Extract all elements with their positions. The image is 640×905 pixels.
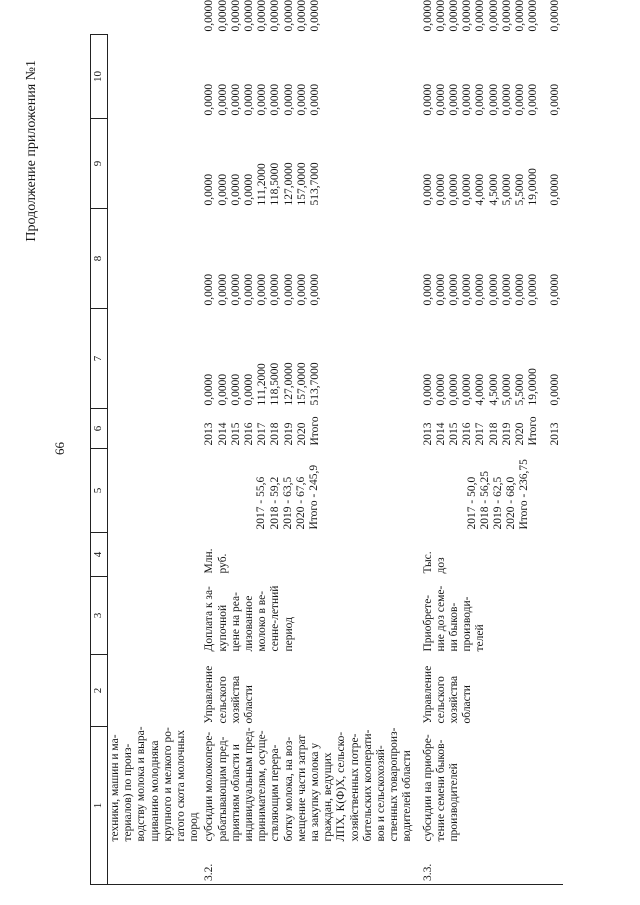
table-row: 3.2. субсидии молокопере- рабатывающим пред- приятиям области и индивидуальным пред- принимателям, осуще- ствляющим перера- ботку молока, на воз- мещение части затрат на закупку молока у граждан, ведущих ЛПХ, К(Ф)Х, сельско- хозяйственных потре- бительских кооперати- вов и сельскохозяй- ственных товаропроиз- водителей области Управление сельского хозяйства области Доплата к за- купочной цене на реа- лизованное молоко в ве- сенне-летний период Млн. руб. 2017 - 55,6 2018 - 59,2 2019 - 63,5 2020 - 67,6 Итого - 245,9 2013 2014 2015 2016 2017 2018 2019 2020 Итого 0,0000 0,0000 0,0000 0,0000 111,2000 118,5000 127,0000 157,0000 513,7000 0,0000 0,0000 0,0000 0,0000 0,0000 0,0000 0,0000 0,0000 0,0000 0,0000 0,0000 0,0000 0,0000 111,2000 118,5000 127,0000 157,0000 513,7000 0,0000 0,0000 0,0000 0,0000 0,0000 0,0000 0,0000 0,0000 0,0000 0,0000 0,0000 0,0000 0,0000 0,0000 0,0000 0,0000 0,0000 0,0000 (202, 35, 415, 885)
col-number-10: 10 (91, 35, 108, 119)
local-funding: 0,0000 0,0000 0,0000 0,0000 0,0000 0,0000 0,0000 0,0000 0,0000 (203, 83, 322, 116)
indicator-name: Приобрете- ние доз семе- ни быков- производи- телей (421, 585, 487, 652)
col-number-6: 6 (91, 409, 108, 449)
total-funding: 0,0000 0,0000 0,0000 0,0000 4,0000 4,5000 5,0000 5,5000 19,0000 0,0000 (421, 368, 561, 406)
col-number-5: 5 (91, 449, 108, 533)
local-funding: 0,0000 0,0000 0,0000 0,0000 0,0000 0,0000 0,0000 0,0000 0,0000 0,0000 (421, 83, 561, 116)
col-number-2: 2 (91, 655, 108, 727)
table-row: 3.3. субсидии на приобре- тение семени быков- производителей Управление сельского хозяйства области Приобрете- ние доз семе- ни быков- производи- телей Тыс. доз 2017 - 50,0 2018 - 56,25 2019 - 62,5 2020 - 68,0 Итого - 236,75 2013 2014 2015 2016 2017 2018 2019 2020 Итого 2013 0,0000 0,0000 0,0000 0,0000 4,0000 4,5000 5,0000 5,5000 19,0000 0,0000 0,0000 0,0000 0,0000 0,0000 0,0000 0,0000 0,0000 0,0000 0,0000 0,0000 0,0000 0,0000 0,0000 0,0000 4,0000 4,5000 5,0000 5,5000 19,0000 0,0000 0,0000 0,0000 0,0000 0,0000 0,0000 0,0000 0,0000 0,0000 0,0000 0,0000 0,0000 0,0000 0,0000 0,0000 0,0000 0,0000 0,0000 0,0000 0,0000 0,0000 (416, 35, 563, 885)
unit-of-measure: Тыс. доз (421, 551, 447, 574)
measure-description: субсидии на приобре- тение семени быков- производителей (421, 734, 461, 842)
responsible-executor: Управление сельского хозяйства области (203, 665, 256, 724)
unit-of-measure: Млн. руб. (203, 548, 229, 574)
continuation-text: техники, машин и ма- териалов) по произ- водству молока и выра- щиванию молодняка крупного и мелкого ро- гатого скота молочных пород (109, 726, 201, 842)
indicator-values: 2017 - 50,0 2018 - 56,25 2019 - 62,5 2020 - 68,0 Итого - 236,75 (465, 459, 531, 530)
federal-funding: 0,0000 0,0000 0,0000 0,0000 0,0000 0,0000 0,0000 0,0000 0,0000 0,0000 (421, 273, 561, 306)
years: 2013 2014 2015 2016 2017 2018 2019 2020 Итого (203, 416, 322, 446)
regional-funding: 0,0000 0,0000 0,0000 0,0000 111,2000 118,5000 127,0000 157,0000 513,7000 (203, 162, 322, 206)
regional-funding: 0,0000 0,0000 0,0000 0,0000 4,0000 4,5000 5,0000 5,5000 19,0000 0,0000 (421, 168, 561, 206)
responsible-executor: Управление сельского хозяйства области (421, 665, 474, 724)
indicator-values: 2017 - 55,6 2018 - 59,2 2019 - 63,5 2020 - 67,6 Итого - 245,9 (255, 464, 321, 530)
col-number-3: 3 (91, 577, 108, 655)
appendix-continuation-header: Продолжение приложения №1 (24, 60, 39, 242)
continuation-row (108, 35, 203, 885)
col-number-8: 8 (91, 209, 108, 309)
years: 2013 2014 2015 2016 2017 2018 2019 2020 Итого 2013 (421, 416, 561, 446)
row-number: 3.2. (202, 845, 415, 885)
column-number-row (91, 35, 108, 885)
total-funding: 0,0000 0,0000 0,0000 0,0000 111,2000 118,5000 127,0000 157,0000 513,7000 (203, 362, 322, 406)
col-number-4: 4 (91, 533, 108, 577)
col-number-9: 9 (91, 119, 108, 209)
col-number-7: 7 (91, 309, 108, 409)
col-number-1: 1 (91, 727, 108, 885)
measure-description: субсидии молокопере- рабатывающим пред- приятиям области и индивидуальным пред- принимателям, осуще- ствляющим перера- ботку молока, на воз- мещение части затрат на закупку молока у граждан, ведущих ЛПХ, К(Ф)Х, сельско- хозяйственных потре- бительских кооперати- вов и сельскохозяй- ственных товаропроиз- водителей области (203, 727, 414, 842)
page-number: 66 (52, 442, 67, 455)
federal-funding: 0,0000 0,0000 0,0000 0,0000 0,0000 0,0000 0,0000 0,0000 0,0000 (203, 273, 322, 306)
indicator-name: Доплата к за- купочной цене на реа- лизованное молоко в ве- сенне-летний период (203, 585, 295, 652)
program-table (90, 0, 563, 885)
row-number: 3.3. (416, 845, 563, 885)
